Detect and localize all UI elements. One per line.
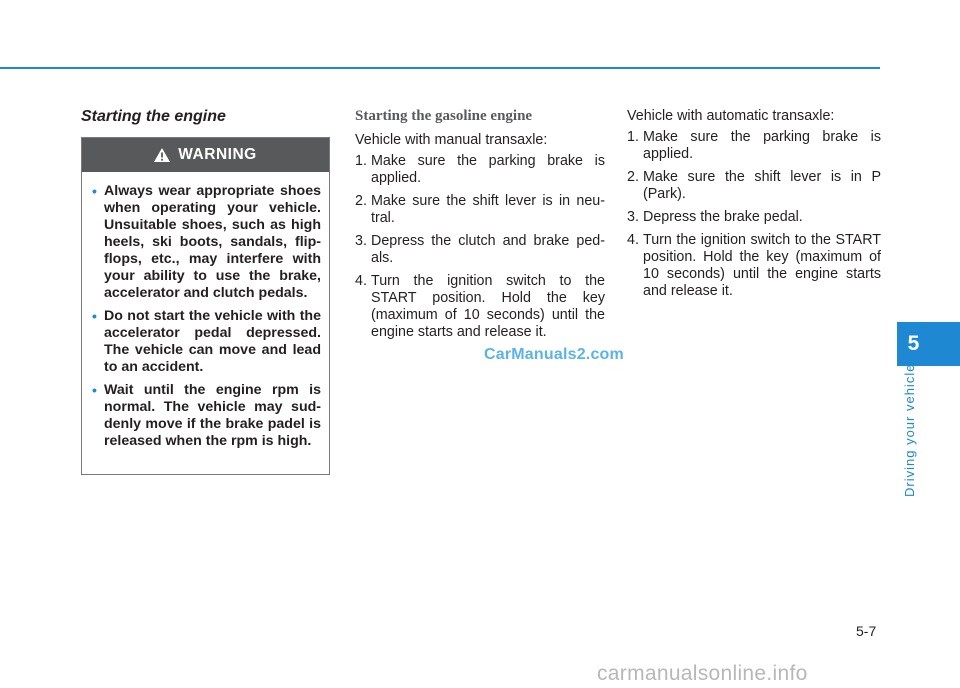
step-item: 3. Depress the brake pedal. [627, 209, 803, 225]
bullet-icon: • [92, 308, 97, 324]
step-item: 2. Make sure the shift lever is in P (Park). [627, 169, 881, 202]
page-number: 5-7 [856, 623, 877, 639]
manual-transaxle-column [355, 108, 605, 347]
automatic-steps [627, 129, 881, 300]
bullet-icon: • [92, 382, 97, 398]
step-item: 4. Turn the ignition switch to the START position. Hold the key (maximum of 10 seconds) until the engine starts and release it. [355, 273, 605, 340]
chapter-tab: 5 [897, 322, 960, 366]
section-title: Starting the engine [81, 108, 226, 125]
step-item: 1. Make sure the parking brake is applied. [355, 153, 605, 186]
step-item: 3. Depress the clutch and brake ped-als. [355, 233, 605, 266]
automatic-label: Vehicle with automatic transaxle: [627, 108, 835, 124]
warning-item: • Do not start the vehicle with the accelerator pedal depressed. The vehicle can move and lead to an accident. [92, 308, 321, 375]
watermark: CarManuals2.com [484, 346, 624, 363]
chapter-title: Driving your vehicle [902, 363, 917, 497]
warning-triangle-icon [154, 148, 170, 162]
footer-watermark: carmanualsonline.info [597, 662, 808, 685]
automatic-transaxle-column [627, 108, 881, 306]
warning-box [81, 137, 330, 475]
warning-header [82, 138, 329, 172]
warning-item: • Always wear appropriate shoes when operating your vehicle. Unsuitable shoes, such as high heels, ski boots, sandals, flip-flops, etc., may interfere with your ability to use the brake, accelerator and clutch pedals. [92, 183, 321, 301]
bullet-icon: • [92, 183, 97, 199]
manual-steps [355, 153, 605, 341]
step-item: 2. Make sure the shift lever is in neu-tral. [355, 193, 605, 226]
top-rule [0, 67, 880, 69]
warning-title: WARNING [178, 146, 257, 163]
step-item: 4. Turn the ignition switch to the START position. Hold the key (maximum of 10 seconds) until the engine starts and release it. [627, 232, 881, 299]
warning-list [82, 172, 329, 450]
warning-item: • Wait until the engine rpm is normal. The vehicle may sud-denly move if the brake padel is released when the rpm is high. [92, 382, 321, 449]
gasoline-heading: Starting the gasoline engine [355, 108, 533, 124]
step-item: 1. Make sure the parking brake is applied. [627, 129, 881, 162]
manual-label: Vehicle with manual transaxle: [355, 132, 548, 148]
